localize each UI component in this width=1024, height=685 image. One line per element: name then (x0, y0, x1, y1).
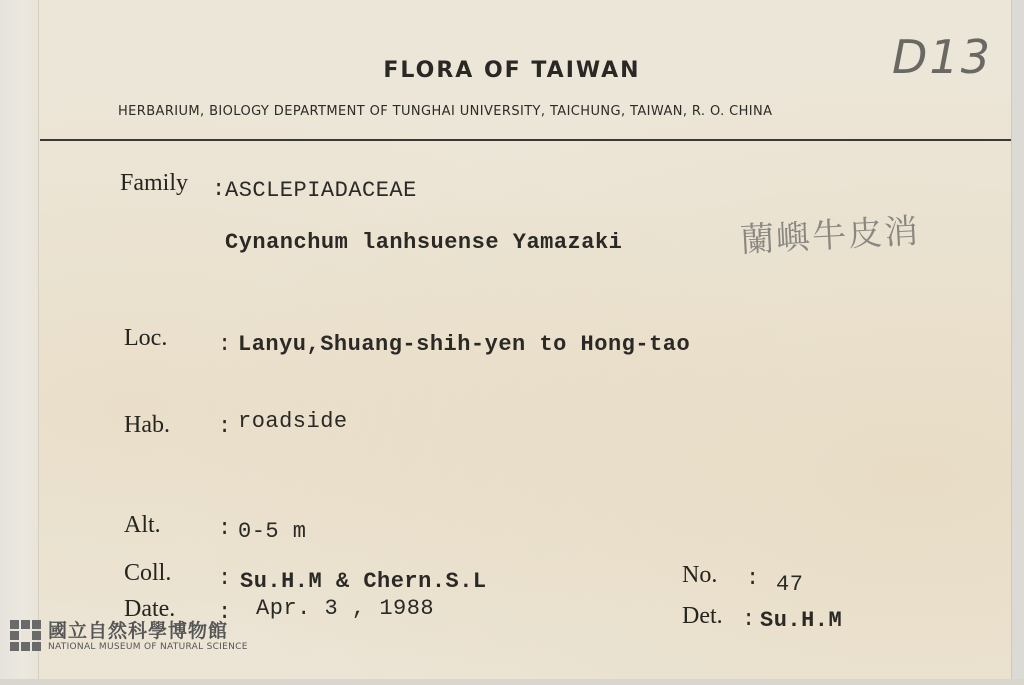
scan-right-margin (1011, 0, 1024, 685)
hab-label: Hab. (124, 412, 170, 438)
museum-watermark (10, 620, 248, 652)
museum-name-chinese: 國立自然科學博物館 (48, 620, 229, 642)
species-name: Cynanchum lanhsuense Yamazaki (225, 230, 623, 255)
no-colon: : (746, 566, 760, 591)
loc-colon: : (218, 332, 232, 357)
hab-value: roadside (238, 409, 348, 434)
coll-value: Su.H.M & Chern.S.L (240, 569, 487, 594)
det-value: Su.H.M (760, 608, 843, 633)
family-label: Family (120, 170, 189, 196)
species-chinese-handwriting: 蘭嶼牛皮消 (739, 211, 922, 261)
label-title: FLORA OF TAIWAN (383, 58, 641, 83)
handwritten-number: D13 (892, 30, 992, 84)
scan-bottom-margin (0, 679, 1024, 685)
hab-colon: : (218, 414, 232, 439)
coll-colon: : (218, 566, 232, 591)
loc-value: Lanyu,Shuang-shih-yen to Hong-tao (238, 332, 691, 357)
no-value: 47 (776, 572, 804, 597)
date-colon: : (218, 600, 232, 625)
alt-label: Alt. (124, 512, 161, 538)
scan-left-margin (0, 0, 39, 685)
det-colon: : (742, 607, 756, 632)
alt-value: 0-5 m (238, 519, 307, 544)
museum-logo-icon (10, 620, 42, 652)
date-label: Date. (124, 596, 176, 622)
family-value: ASCLEPIADACEAE (225, 178, 417, 203)
label-subtitle: HERBARIUM, BIOLOGY DEPARTMENT OF TUNGHAI UNIVERSITY, TAICHUNG, TAIWAN, R. O. CHINA (118, 104, 773, 119)
museum-name-english: NATIONAL MUSEUM OF NATURAL SCIENCE (48, 642, 248, 652)
alt-colon: : (218, 516, 232, 541)
coll-label: Coll. (124, 560, 172, 586)
date-value: Apr. 3 , 1988 (256, 596, 435, 621)
header-divider (40, 139, 1011, 141)
loc-label: Loc. (124, 325, 168, 351)
det-label: Det. (682, 603, 723, 629)
family-colon: : (212, 177, 226, 202)
no-label: No. (682, 562, 718, 588)
